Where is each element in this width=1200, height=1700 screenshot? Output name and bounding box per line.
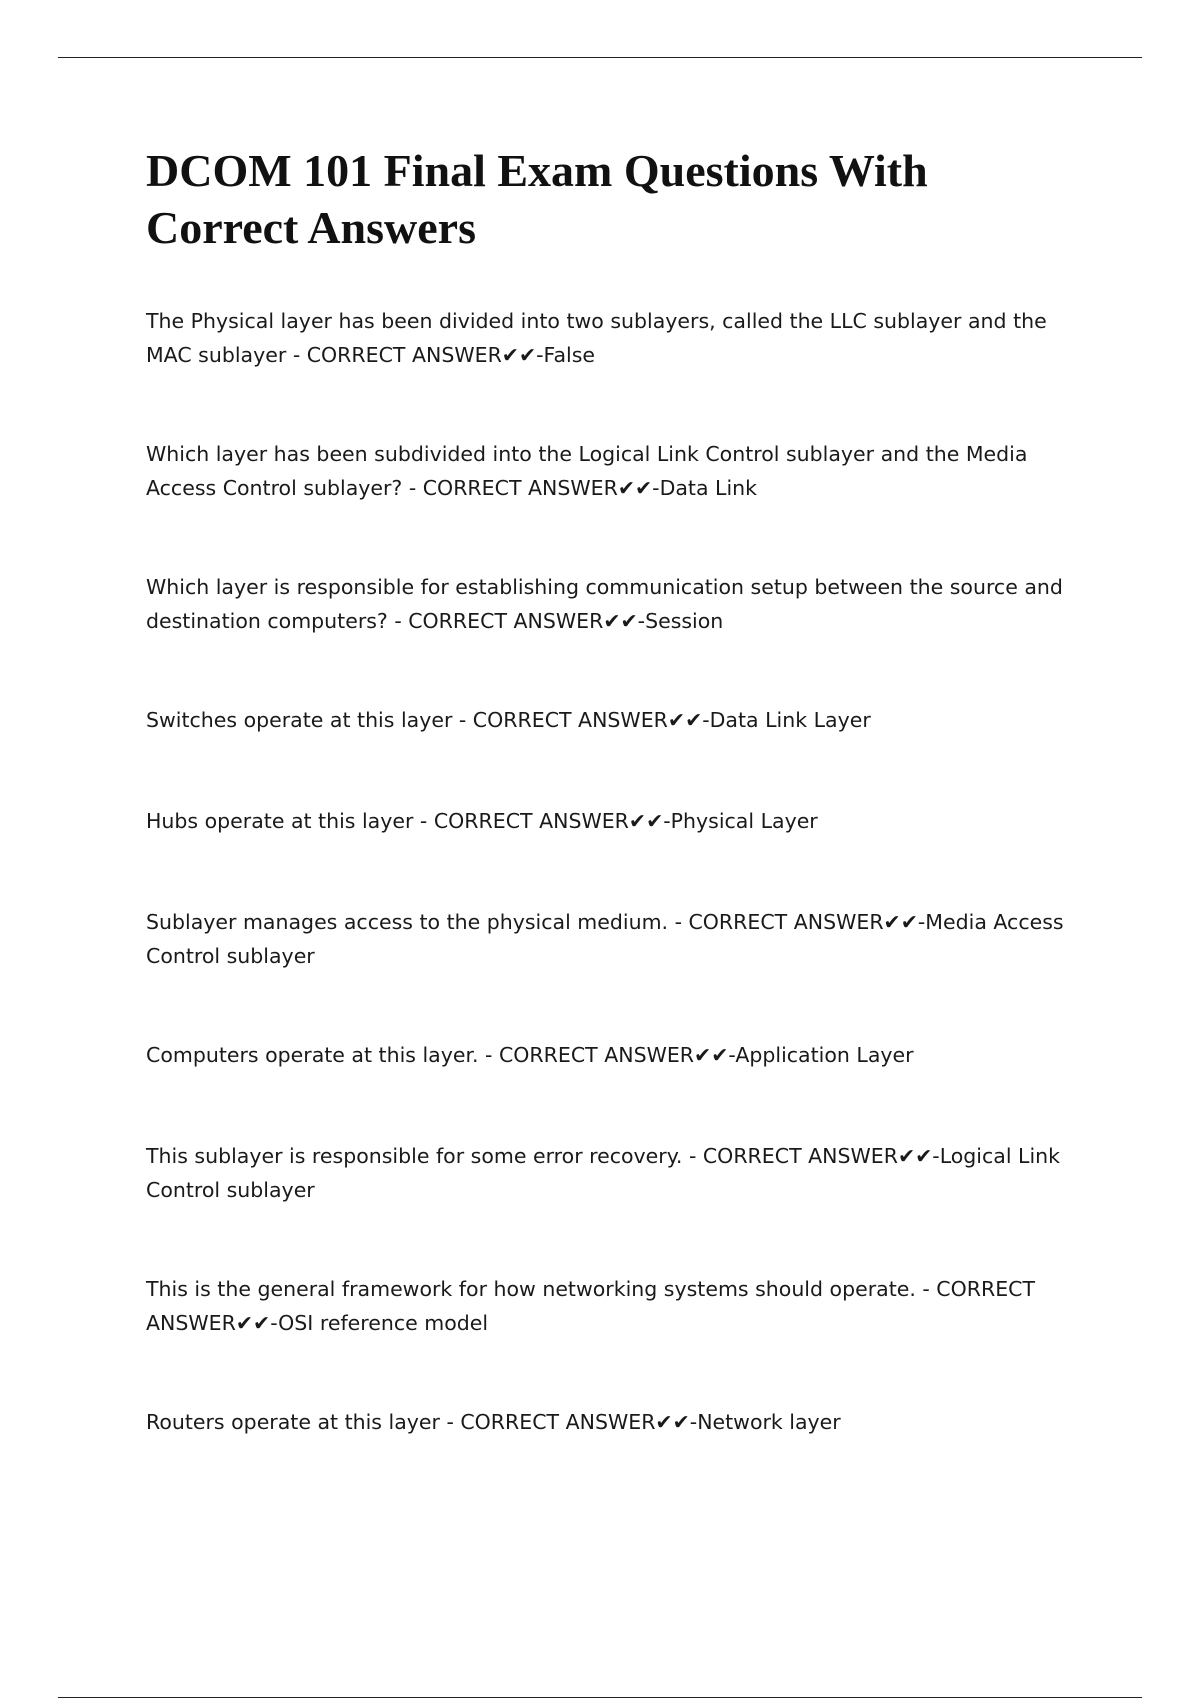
qa-item: Computers operate at this layer. - CORRECT ANSWER✔✔-Application Layer bbox=[146, 1043, 914, 1067]
qa-item: Switches operate at this layer - CORRECT ANSWER✔✔-Data Link Layer bbox=[146, 708, 871, 732]
qa-item: Which layer is responsible for establishing communication setup between the source and destination computers? - CORRECT ANSWER✔✔-Session bbox=[146, 575, 1063, 633]
document-title: DCOM 101 Final Exam Questions With Correct Answers bbox=[146, 145, 928, 253]
header-rule bbox=[58, 57, 1142, 58]
footer-rule bbox=[58, 1697, 1142, 1698]
qa-list bbox=[146, 304, 1086, 1439]
qa-item: This sublayer is responsible for some error recovery. - CORRECT ANSWER✔✔-Logical Link Control sublayer bbox=[146, 1144, 1061, 1202]
qa-item: Which layer has been subdivided into the Logical Link Control sublayer and the Media Access Control sublayer? - CORRECT ANSWER✔✔-Data Link bbox=[146, 442, 1028, 500]
qa-item: Hubs operate at this layer - CORRECT ANSWER✔✔-Physical Layer bbox=[146, 809, 818, 833]
qa-item: Routers operate at this layer - CORRECT ANSWER✔✔-Network layer bbox=[146, 1410, 841, 1434]
qa-item: Sublayer manages access to the physical medium. - CORRECT ANSWER✔✔-Media Access Control sublayer bbox=[146, 910, 1064, 968]
qa-item: This is the general framework for how networking systems should operate. - CORRECT ANSWER✔✔-OSI reference model bbox=[146, 1277, 1036, 1335]
qa-item: The Physical layer has been divided into two sublayers, called the LLC sublayer and the MAC sublayer - CORRECT ANSWER✔✔-False bbox=[146, 309, 1047, 367]
document-body bbox=[146, 142, 1086, 1506]
